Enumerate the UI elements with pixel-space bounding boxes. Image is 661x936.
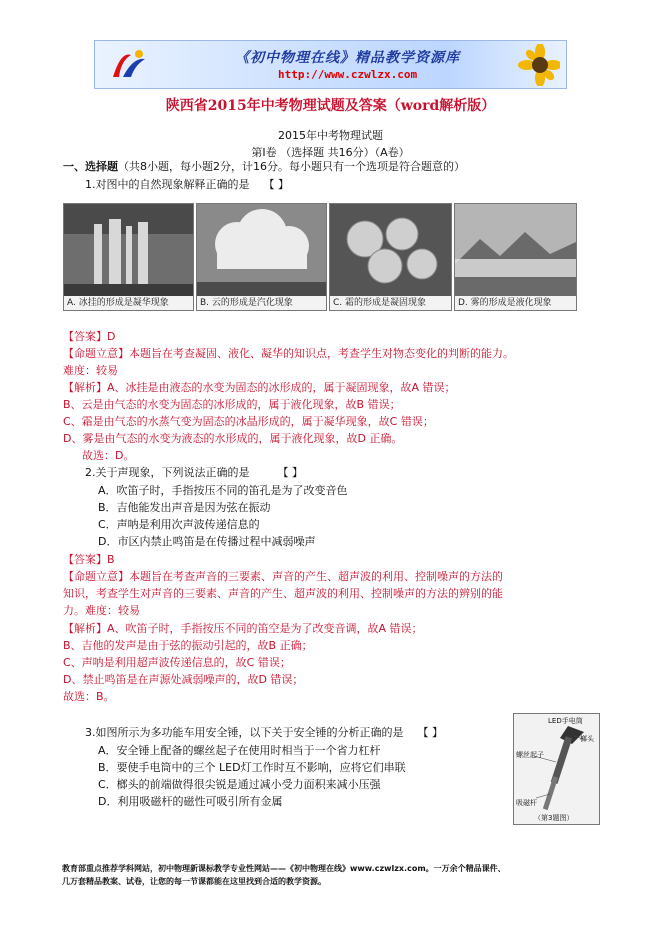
exam-title: 2015年中考物理试题 [278, 129, 383, 142]
q2-option-d: D．市区内禁止鸣笛是在传播过程中减弱噪声 [98, 535, 316, 548]
q1-analysis-line: 【解析】A、冰挂是由液态的水变为固态的冰形成的，属于凝固现象，故A 错误； [63, 381, 456, 394]
q3-option-c: C．榔头的前端做得很尖锐是通过减小受力面积来减小压强 [98, 778, 381, 791]
q1-photo-a [63, 203, 194, 311]
q3-bracket: 【 】 [417, 726, 443, 739]
q3-label-hammer: 榔头 [580, 735, 594, 743]
q3-label-magnet-rod: 吸磁杆 [516, 799, 537, 807]
q1-stem-text: 1.对图中的自然现象解释正确的是 [85, 178, 250, 191]
cloud-photo-icon [197, 204, 326, 310]
q1-analysis-line: 故选：D。 [82, 449, 135, 462]
q1-photo-d [454, 203, 577, 311]
volume-heading: 第Ⅰ卷 （选择题 共16分）（A卷） [251, 146, 410, 159]
q3-label-led: LED手电筒 [548, 717, 583, 725]
q2-analysis-line: 故选：B。 [63, 690, 115, 703]
page-footer [62, 862, 506, 888]
q1-caption-c: C. 霜的形成是凝固现象 [330, 296, 451, 310]
q1-intent: 【命题立意】本题旨在考查凝固、液化、凝华的知识点，考查学生对物态变化的判断的能力。 [63, 347, 514, 360]
frost-photo-icon [330, 204, 451, 310]
q3-label-screwdriver: 螺丝起子 [516, 751, 544, 759]
q2-option-a: A．吹笛子时，手指按压不同的笛孔是为了改变音色 [98, 484, 348, 497]
q2-analysis-line: C、声呐是利用超声波传递信息的，故C 错误； [63, 656, 291, 669]
q2-intent: 【命题立意】本题旨在考查声音的三要素、声音的产生、超声波的利用、控制噪声的方法的 [63, 570, 503, 583]
q3-option-b: B．要使手电筒中的三个 LED灯工作时互不影响，应将它们串联 [98, 761, 406, 774]
site-logo-icon [109, 47, 149, 81]
q1-analysis-line: C、霜是由气态的水蒸气变为固态的冰晶形成的，属于凝华现象，故C 错误； [63, 415, 434, 428]
q3-option-a: A．安全锤上配备的螺丝起子在使用时相当于一个省力杠杆 [98, 744, 381, 757]
q1-analysis-line: D、雾是由气态的水变为液态的水形成的，属于液化现象，故D 正确。 [63, 432, 403, 445]
q3-option-d: D．利用吸磁杆的磁性可吸引所有金属 [98, 795, 283, 808]
q1-photo-c [329, 203, 452, 311]
section-label: 一、选择题 [63, 160, 118, 173]
q1-photo-b [196, 203, 327, 311]
q2-analysis-line: D、禁止鸣笛是在声源处减弱噪声的，故D 错误； [63, 673, 304, 686]
banner-url: http://www.czwlzx.com [278, 68, 418, 81]
q1-caption-a: A. 冰挂的形成是凝华现象 [64, 296, 193, 310]
q2-stem-text: 2.关于声现象，下列说法正确的是 [85, 466, 250, 479]
icicle-photo-icon [64, 204, 193, 310]
q2-bracket: 【 】 [277, 466, 303, 479]
q2-answer: 【答案】B [63, 553, 115, 566]
header-banner [94, 40, 567, 89]
q2-analysis-line: B、吉他的发声是由于弦的振动引起的，故B 正确； [63, 639, 313, 652]
q1-bracket: 【 】 [263, 178, 289, 191]
fog-photo-icon [455, 204, 576, 310]
banner-title: 《初中物理在线》精品教学资源库 [235, 50, 460, 66]
section-note: （共8小题，每小题2分，计16分。每小题只有一个选项是符合题意的） [118, 160, 465, 173]
q2-analysis-line: 【解析】A、吹笛子时，手指按压不同的笛空是为了改变音调，故A 错误； [63, 622, 423, 635]
footer-line: 几万套精品教案、试卷，让您的每一节课都能在这里找到合适的教学资源。 [62, 877, 326, 886]
section-heading [63, 160, 465, 174]
document-title: 陕西省2015年中考物理试题及答案（word解析版） [165, 98, 496, 114]
q3-stem-text: 3.如图所示为多功能车用安全锤，以下关于安全锤的分析正确的是 [85, 726, 404, 739]
footer-line: 教育部重点推荐学科网站，初中物理新课标教学专业性网站——《初中物理在线》www.czwlzx.com。一万余个精品课件、 [62, 864, 506, 873]
q3-figure [513, 713, 600, 825]
q1-stem [85, 178, 289, 192]
q3-stem [85, 726, 443, 740]
q2-intent: 知识，考查学生对声音的三要素、声音的产生、超声波的利用、控制噪声的方法的辨别的能 [63, 587, 503, 600]
q2-option-b: B．吉他能发出声音是因为弦在振动 [98, 501, 271, 514]
sunflower-icon [500, 44, 560, 86]
q2-intent: 力。难度：较易 [63, 604, 140, 617]
q2-option-c: C．声呐是利用次声波传递信息的 [98, 518, 260, 531]
q1-analysis-line: B、云是由气态的水变为固态的冰形成的，属于液化现象，故B 错误； [63, 398, 401, 411]
q1-caption-d: D. 雾的形成是液化现象 [455, 296, 576, 310]
q2-stem [85, 466, 303, 480]
q1-caption-b: B. 云的形成是汽化现象 [197, 296, 326, 310]
q1-answer: 【答案】D [63, 330, 116, 343]
q3-figure-caption: （第3题图） [534, 814, 574, 822]
q1-difficulty: 难度：较易 [63, 364, 118, 377]
